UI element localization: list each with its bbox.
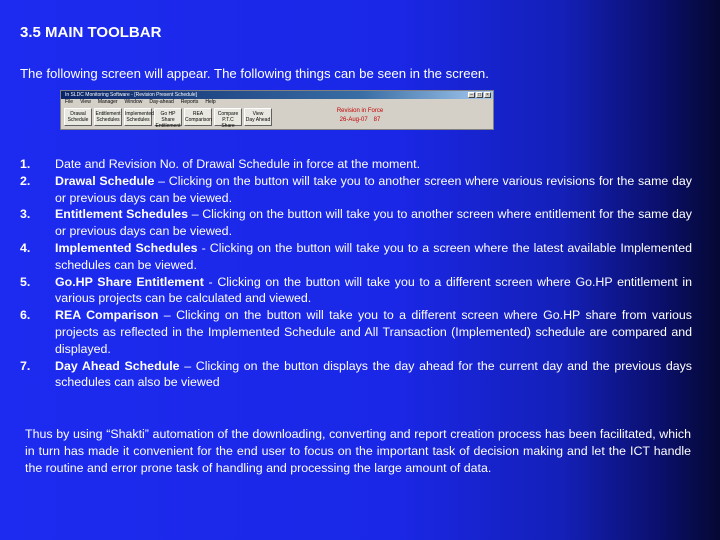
entitlement-schedules-button[interactable]: Entitlement Schedules	[94, 108, 122, 126]
revision-in-force	[313, 107, 407, 125]
window-titlebar	[61, 91, 493, 99]
revision-label: Revision in Force	[336, 108, 384, 114]
gohp-share-entitlement-button[interactable]: Go HP Share Entitlement	[154, 108, 182, 126]
feature-list	[20, 156, 692, 391]
implemented-schedules-button[interactable]: Implemented Schedules	[124, 108, 152, 126]
menu-bar	[61, 99, 493, 106]
list-item: 7. Day Ahead Schedule – Clicking on the button displays the day ahead for the current day and the previous days schedules can also be viewed	[20, 358, 692, 390]
menu-manager[interactable]: Manager	[97, 99, 118, 105]
main-toolbar	[64, 108, 272, 129]
drawal-schedule-button[interactable]: Drawal Schedule	[64, 108, 92, 126]
maximize-icon[interactable]: □	[477, 92, 482, 98]
list-item: 5. Go.HP Share Entitlement - Clicking on the button will take you to a different screen where Go.HP entitlement in various projects can be calculated and viewed.	[20, 274, 692, 306]
list-item: 1. Date and Revision No. of Drawal Schedule in force at the moment.	[20, 157, 421, 171]
menu-view[interactable]: View	[80, 99, 91, 105]
window-controls	[468, 92, 491, 98]
slide-title: 3.5 MAIN TOOLBAR	[20, 24, 162, 41]
toolbar-screenshot	[60, 90, 494, 130]
window-title: In SLDC Monitoring Software - [Revision Present Schedule]	[65, 92, 198, 98]
list-item: 2. Drawal Schedule – Clicking on the button will take you to another screen where various revisions for the same day or previous days can be viewed.	[20, 173, 692, 205]
menu-day-ahead[interactable]: Day-ahead	[149, 99, 174, 105]
intro-text: The following screen will appear. The following things can be seen in the screen.	[20, 66, 489, 81]
compare-ptc-share-button[interactable]: Compare P.T.C Share	[214, 108, 242, 126]
rea-comparison-button[interactable]: REA Comparison	[184, 108, 212, 126]
closing-paragraph: Thus by using “Shakti” automation of the downloading, converting and report creation process has been facilitated, which in turn has made it convenient for the end user to focus on the important task of decision making and let the ICT handle the routine and error prone task of handling and processing the large amount of data.	[25, 427, 691, 475]
minimize-icon[interactable]: –	[468, 92, 475, 98]
view-day-ahead-button[interactable]: View Day Ahead	[244, 108, 272, 126]
menu-reports[interactable]: Reports	[180, 99, 199, 105]
list-item: 6. REA Comparison – Clicking on the button will take you to a different screen where Go.HP share from various projects as reflected in the Implemented Schedule and All Transaction (Implemented) schedule are compared and displayed.	[20, 308, 692, 356]
revision-date: 26-Aug-07	[339, 117, 368, 123]
close-icon[interactable]: ×	[484, 92, 491, 98]
menu-help[interactable]: Help	[205, 99, 216, 105]
menu-window[interactable]: Window	[124, 99, 143, 105]
list-item: 3. Entitlement Schedules – Clicking on the button will take you to another screen where entitlement for the same day or previous days can be viewed.	[20, 207, 692, 239]
revision-number: 87	[373, 117, 381, 123]
menu-file[interactable]: File	[65, 99, 74, 105]
list-item: 4. Implemented Schedules - Clicking on the button will take you to a screen where the latest available Implemented schedules can be viewed.	[20, 240, 692, 272]
